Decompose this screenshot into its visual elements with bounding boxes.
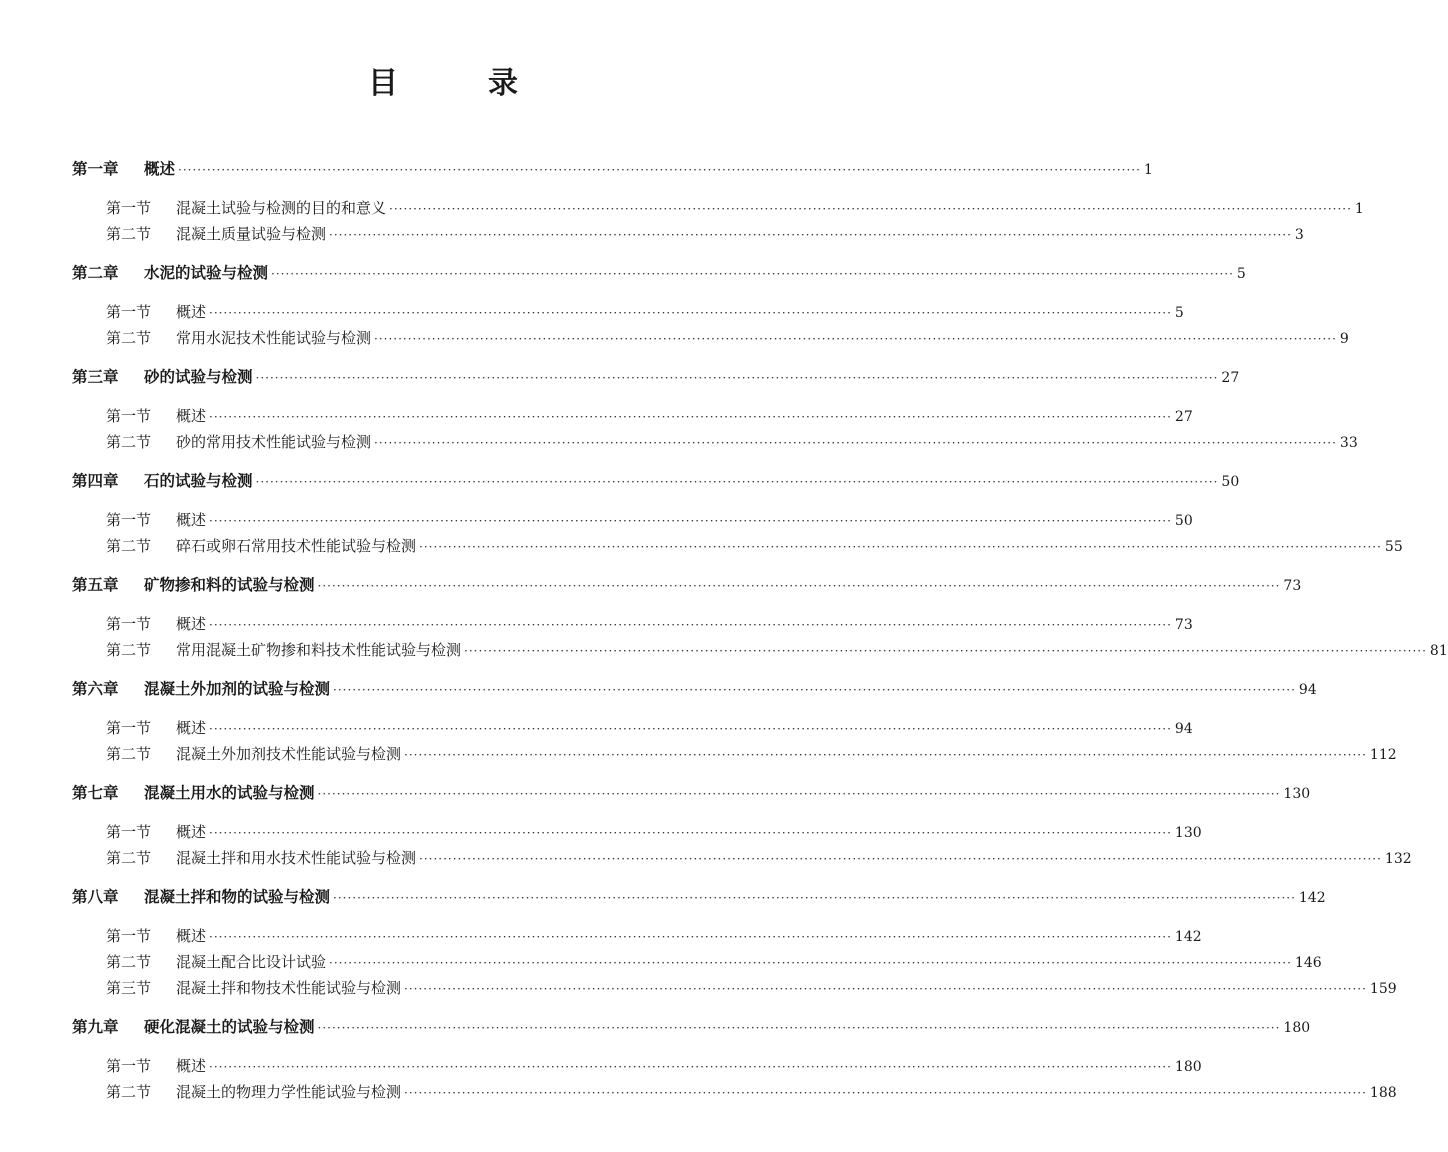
dot-leader: ········································································································································································································ — [209, 306, 1172, 320]
toc-section-entry[interactable] — [72, 221, 1304, 247]
page-number: 159 — [1369, 981, 1397, 997]
section-title: 概述 — [176, 615, 207, 633]
section-number: 第二节 — [106, 537, 152, 555]
chapter-number: 第五章 — [72, 576, 119, 594]
toc-section-entry[interactable] — [72, 819, 1202, 845]
section-number: 第一节 — [106, 927, 152, 945]
section-number: 第二节 — [106, 329, 152, 347]
page-number: 5 — [1174, 305, 1184, 321]
toc-section-entry[interactable] — [72, 949, 1322, 975]
page-number: 73 — [1174, 617, 1193, 633]
toc-chapter-entry[interactable] — [72, 572, 1302, 598]
dot-leader: ········································································································································································································ — [209, 1060, 1172, 1074]
page-number: 112 — [1369, 747, 1397, 763]
section-title: 混凝土试验与检测的目的和意义 — [176, 199, 387, 217]
section-title: 混凝土质量试验与检测 — [176, 225, 327, 243]
dot-leader: ········································································································································································································ — [464, 644, 1427, 658]
section-title: 常用混凝土矿物掺和料技术性能试验与检测 — [176, 641, 462, 659]
dot-leader: ········································································································································································································ — [333, 891, 1296, 905]
section-title: 碎石或卵石常用技术性能试验与检测 — [176, 537, 417, 555]
section-title: 混凝土拌和用水技术性能试验与检测 — [176, 849, 417, 867]
dot-leader: ········································································································································································································ — [209, 722, 1172, 736]
section-number: 第一节 — [106, 823, 152, 841]
chapter-title: 水泥的试验与检测 — [144, 264, 269, 282]
section-title: 概述 — [176, 927, 207, 945]
dot-leader: ········································································································································································································ — [209, 410, 1172, 424]
section-title: 概述 — [176, 1057, 207, 1075]
chapter-number: 第一章 — [72, 160, 119, 178]
dot-leader: ········································································································································································································ — [333, 683, 1296, 697]
dot-leader: ········································································································································································································ — [404, 1086, 1367, 1100]
page-number: 5 — [1236, 266, 1246, 282]
dot-leader: ········································································································································································································ — [374, 332, 1337, 346]
dot-leader: ········································································································································································································ — [404, 982, 1367, 996]
table-of-contents — [72, 156, 1448, 1105]
section-number: 第三节 — [106, 979, 152, 997]
toc-section-entry[interactable] — [72, 637, 1448, 663]
toc-section-entry[interactable] — [72, 533, 1403, 559]
section-number: 第一节 — [106, 719, 152, 737]
toc-chapter-entry[interactable] — [72, 780, 1311, 806]
page-number: 3 — [1294, 227, 1304, 243]
chapter-number: 第二章 — [72, 264, 119, 282]
chapter-title: 混凝土外加剂的试验与检测 — [144, 680, 331, 698]
toc-section-entry[interactable] — [72, 923, 1202, 949]
section-title: 概述 — [176, 407, 207, 425]
page-number: 132 — [1384, 851, 1412, 867]
section-number: 第二节 — [106, 641, 152, 659]
toc-section-entry[interactable] — [72, 299, 1184, 325]
dot-leader: ········································································································································································································ — [209, 930, 1172, 944]
toc-section-entry[interactable] — [72, 195, 1364, 221]
page-number: 73 — [1283, 578, 1302, 594]
section-title: 概述 — [176, 303, 207, 321]
dot-leader: ········································································································································································································ — [329, 228, 1292, 242]
chapter-number: 第七章 — [72, 784, 119, 802]
section-number: 第一节 — [106, 1057, 152, 1075]
section-title: 混凝土配合比设计试验 — [176, 953, 327, 971]
page-number: 50 — [1174, 513, 1193, 529]
page-number: 55 — [1384, 539, 1403, 555]
chapter-title: 硬化混凝土的试验与检测 — [144, 1018, 315, 1036]
dot-leader: ········································································································································································································ — [419, 540, 1382, 554]
page-number: 94 — [1298, 682, 1317, 698]
toc-section-entry[interactable] — [72, 975, 1397, 1001]
chapter-number: 第六章 — [72, 680, 119, 698]
toc-chapter-entry[interactable] — [72, 468, 1240, 494]
chapter-title: 概述 — [144, 160, 176, 178]
section-title: 混凝土外加剂技术性能试验与检测 — [176, 745, 402, 763]
toc-section-entry[interactable] — [72, 741, 1397, 767]
toc-chapter-entry[interactable] — [72, 156, 1153, 182]
dot-leader: ········································································································································································································ — [389, 202, 1352, 216]
toc-section-entry[interactable] — [72, 715, 1193, 741]
chapter-title: 石的试验与检测 — [144, 472, 253, 490]
chapter-number: 第三章 — [72, 368, 119, 386]
dot-leader: ········································································································································································································ — [404, 748, 1367, 762]
section-number: 第一节 — [106, 303, 152, 321]
page-number: 188 — [1369, 1085, 1397, 1101]
toc-section-entry[interactable] — [72, 325, 1349, 351]
toc-section-entry[interactable] — [72, 403, 1193, 429]
section-number: 第二节 — [106, 225, 152, 243]
page-number: 180 — [1283, 1020, 1311, 1036]
dot-leader: ········································································································································································································ — [419, 852, 1382, 866]
chapter-title: 矿物掺和料的试验与检测 — [144, 576, 315, 594]
dot-leader: ········································································································································································································ — [178, 163, 1141, 177]
section-title: 混凝土的物理力学性能试验与检测 — [176, 1083, 402, 1101]
section-number: 第一节 — [106, 407, 152, 425]
page-number: 180 — [1174, 1059, 1202, 1075]
section-number: 第二节 — [106, 433, 152, 451]
section-title: 砂的常用技术性能试验与检测 — [176, 433, 372, 451]
dot-leader: ········································································································································································································ — [317, 579, 1281, 593]
page-number: 142 — [1298, 890, 1326, 906]
toc-chapter-entry[interactable] — [72, 364, 1240, 390]
section-title: 概述 — [176, 511, 207, 529]
page-number: 27 — [1174, 409, 1193, 425]
dot-leader: ········································································································································································································ — [317, 1021, 1281, 1035]
chapter-number: 第四章 — [72, 472, 119, 490]
section-title: 常用水泥技术性能试验与检测 — [176, 329, 372, 347]
section-number: 第二节 — [106, 953, 152, 971]
dot-leader: ········································································································································································································ — [209, 618, 1172, 632]
chapter-title: 混凝土用水的试验与检测 — [144, 784, 315, 802]
dot-leader: ········································································································································································································ — [374, 436, 1337, 450]
toc-section-entry[interactable] — [72, 845, 1412, 871]
dot-leader: ········································································································································································································ — [255, 371, 1219, 385]
page-number: 142 — [1174, 929, 1202, 945]
chapter-number: 第九章 — [72, 1018, 119, 1036]
toc-chapter-entry[interactable] — [72, 676, 1317, 702]
section-number: 第二节 — [106, 1083, 152, 1101]
dot-leader: ········································································································································································································ — [271, 267, 1234, 281]
chapter-title: 砂的试验与检测 — [144, 368, 253, 386]
page-number: 130 — [1174, 825, 1202, 841]
page-number: 50 — [1221, 474, 1240, 490]
section-number: 第一节 — [106, 615, 152, 633]
toc-chapter-entry[interactable] — [72, 884, 1326, 910]
page-number: 9 — [1339, 331, 1349, 347]
toc-section-entry[interactable] — [72, 1053, 1202, 1079]
toc-chapter-entry[interactable] — [72, 260, 1246, 286]
page-number: 81 — [1429, 643, 1448, 659]
dot-leader: ········································································································································································································ — [329, 956, 1292, 970]
page-title: 目 录 — [368, 66, 548, 101]
section-number: 第一节 — [106, 199, 152, 217]
page-number: 27 — [1221, 370, 1240, 386]
dot-leader: ········································································································································································································ — [317, 787, 1281, 801]
section-number: 第二节 — [106, 745, 152, 763]
toc-section-entry[interactable] — [72, 429, 1358, 455]
page-number: 94 — [1174, 721, 1193, 737]
toc-chapter-entry[interactable] — [72, 1014, 1311, 1040]
toc-section-entry[interactable] — [72, 611, 1193, 637]
chapter-title: 混凝土拌和物的试验与检测 — [144, 888, 331, 906]
toc-section-entry[interactable] — [72, 1079, 1397, 1105]
section-title: 混凝土拌和物技术性能试验与检测 — [176, 979, 402, 997]
section-number: 第一节 — [106, 511, 152, 529]
chapter-number: 第八章 — [72, 888, 119, 906]
dot-leader: ········································································································································································································ — [209, 514, 1172, 528]
section-title: 概述 — [176, 719, 207, 737]
page-number: 1 — [1354, 201, 1364, 217]
toc-section-entry[interactable] — [72, 507, 1193, 533]
page-number: 146 — [1294, 955, 1322, 971]
dot-leader: ········································································································································································································ — [255, 475, 1219, 489]
dot-leader: ········································································································································································································ — [209, 826, 1172, 840]
page-number: 130 — [1283, 786, 1311, 802]
page-number: 33 — [1339, 435, 1358, 451]
page-number: 1 — [1143, 162, 1153, 178]
section-title: 概述 — [176, 823, 207, 841]
section-number: 第二节 — [106, 849, 152, 867]
